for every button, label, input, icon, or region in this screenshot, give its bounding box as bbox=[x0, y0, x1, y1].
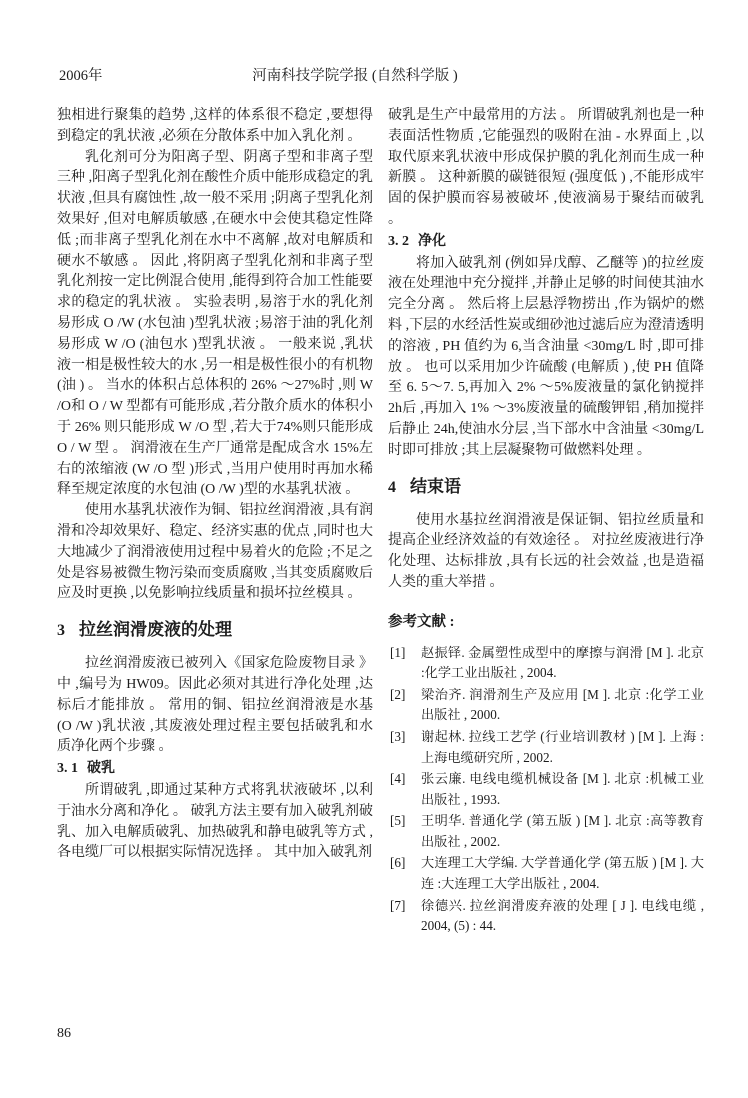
reference-text-3: 谢起林. 拉线工艺学 (行业培训教材 ) [M ]. 上海 :上海电缆研究所 , 2002. bbox=[421, 728, 704, 765]
reference-number-7: [7] bbox=[390, 897, 406, 913]
reference-number-5: [5] bbox=[390, 813, 406, 829]
reference-item-2 bbox=[388, 685, 704, 726]
paragraph-section3-intro: 拉丝润滑废液已被列入《国家危险废物目录 》中 ,编号为 HW09。因此必须对其进行净化处理 ,达标后才能排放 。 常用的铜、铝拉丝润滑液是水基 (O /W )乳状液 ,其废液处理过程主要包括破乳和水质净化两个步骤 。 bbox=[57, 656, 373, 755]
reference-number-2: [2] bbox=[390, 686, 406, 702]
paragraph-water-based-emulsion: 使用水基乳状液作为铜、铝拉丝润滑液 ,具有润滑和冷却效果好、稳定、经济实惠的优点 ,同时也大大地减少了润滑液使用过程中易着火的危险 ;不足之处是容易被微生物污染而变质腐败 ,当其变质腐败后应及时更换 ,以免影响拉线质量和损坏拉丝模具 。 bbox=[57, 503, 373, 602]
reference-text-4: 张云廉. 电线电缆机械设备 [M ]. 北京 :机械工业出版社 , 1993. bbox=[421, 771, 704, 807]
paragraph-purification: 将加入破乳剂 (例如异戊醇、乙醚等 )的拉丝废液在处理池中充分搅拌 ,并静止足够的时间使其油水完全分离 。 然后将上层悬浮物捞出 ,作为锅炉的燃料 ,下层的水经活性炭或细砂池过滤后应为澄清透明的溶液 , PH 值约为 6,当含油量 <30mg/L 时 ,即可排放 。 也可以采用加少许硫酸 (电解质 ) ,使 PH 值降至 6. 5～7. 5,再加入 2% ～5%废液量的氯化钠搅拌 2h后 ,再加入 1% ～3%废液量的硫酸钾铝 ,稍加搅拌后静止 24h,使油水分层 ,当下部水中含油量 <30mg/L时即可排放 ;其上层凝聚物可做燃料处理 。 bbox=[388, 255, 704, 458]
paragraph-demulsifier-continuation: 破乳是生产中最常用的方法 。 所谓破乳剂也是一种表面活性物质 ,它能强烈的吸附在油 - 水界面上 ,以取代原来乳状液中形成保护膜的乳化剂而生成一种新膜 。 这种新膜的碳链很短 (强度低 ) ,不能形成牢固的保护膜而容易被破坏 ,使液滴易于聚结而破乳 。 bbox=[388, 108, 704, 227]
left-column bbox=[57, 106, 373, 938]
reference-text-5: 王明华. 普通化学 (第五版 ) [M ]. 北京 :高等教育出版社 , 2002. bbox=[421, 813, 704, 849]
reference-text-1: 赵振铎. 金属塑性成型中的摩擦与润滑 [M ]. 北京 :化学工业出版社 , 2004. bbox=[421, 644, 704, 681]
section-3-1-number: 3. 1 bbox=[57, 761, 78, 777]
section-3-2-number: 3. 2 bbox=[388, 233, 409, 249]
header-year: 2006年 bbox=[59, 68, 103, 84]
references-heading: 参考文献 : bbox=[388, 613, 455, 630]
page-header bbox=[57, 64, 703, 86]
section-4-heading bbox=[388, 476, 704, 499]
reference-text-6: 大连理工大学编. 大学普通化学 (第五版 ) [M ]. 大连 :大连理工大学出版社 , 2004. bbox=[421, 855, 704, 892]
two-column-layout bbox=[57, 106, 703, 938]
section-3-number: 3 bbox=[57, 622, 65, 640]
section-4-title: 结束语 bbox=[410, 476, 461, 496]
reference-number-3: [3] bbox=[390, 728, 406, 744]
section-3-2-title: 净化 bbox=[418, 233, 446, 249]
paragraph-demulsification: 所谓破乳 ,即通过某种方式将乳状液破坏 ,以利于油水分离和净化 。 破乳方法主要有加入破乳剂破乳、加入电解质破乳、加热破乳和静电破乳等方式 ,各电缆厂可以根据实际情况选择 。 其中加入破乳剂 bbox=[57, 782, 373, 861]
paragraph-conclusion: 使用水基拉丝润滑液是保证铜、铝拉丝质量和提高企业经济效益的有效途径 。 对拉丝废液进行净化处理、达标排放 ,具有长远的社会效益 ,也是造福人类的重大举措 。 bbox=[388, 512, 704, 590]
section-3-title: 拉丝润滑废液的处理 bbox=[79, 620, 232, 640]
section-3-heading bbox=[57, 619, 373, 642]
right-column bbox=[388, 106, 704, 938]
reference-number-6: [6] bbox=[390, 855, 406, 871]
reference-item-5 bbox=[388, 811, 704, 852]
reference-text-2: 梁治齐. 润滑剂生产及应用 [M ]. 北京 :化学工业出版社 , 2000. bbox=[421, 686, 704, 723]
section-4-number: 4 bbox=[388, 478, 396, 496]
reference-number-4: [4] bbox=[390, 771, 406, 787]
reference-number-1: [1] bbox=[390, 644, 406, 660]
reference-item-6 bbox=[388, 853, 704, 894]
reference-text-7: 徐德兴. 拉丝润滑废弃液的处理 [ J ]. 电线电缆 , 2004, (5) : 44. bbox=[421, 897, 704, 934]
reference-item-3 bbox=[388, 727, 704, 768]
reference-item-1 bbox=[388, 643, 704, 684]
reference-item-7 bbox=[388, 896, 704, 937]
references-list bbox=[388, 643, 704, 937]
page-number: 86 bbox=[57, 1026, 71, 1041]
header-journal-title: 河南科技学院学报 (自然科学版 ) bbox=[252, 68, 458, 84]
paragraph-continuation: 独相进行聚集的趋势 ,这样的体系很不稳定 ,要想得到稳定的乳状液 ,必须在分散体系中加入乳化剂 。 bbox=[57, 108, 373, 144]
paragraph-emulsifier-types: 乳化剂可分为阳离子型、阴离子型和非离子型三种 ,阳离子型乳化剂在酸性介质中能形成稳定的乳状液 ,但具有腐蚀性 ,故一般不采用 ;阴离子型乳化剂效果好 ,但对电解质敏感 ,在硬水中会使其稳定性降低 ;而非离子型乳化剂在水中不离解 ,故对电解质和硬水不敏感 。 因此 ,将阴离子型乳化剂和非离子型乳化剂按一定比例混合使用 ,能得到符合加工性能要求的稳定的乳状液 。 实验表明 ,易溶于水的乳化剂易形成 O /W (水包油 )型乳状液 ;易溶于油的乳化剂易形成 W /O (油包水 )型乳状液 。 一般来说 ,乳状液一相是极性较大的水 ,另一相是极性很小的有机物 (油 ) 。 当水的体积占总体积的 26% ～27%时 ,则 W /O和 O / W 型都有可能形成 ,若分散介质水的体积小于 26% 则只能形成 W /O 型 ,若大于74%则只能形成 O / W 型 。 润滑液在生产厂通常是配成含水 15%左右的浓缩液 (W /O 型 )形式 ,当用户使用时再加水稀释至规定浓度的水包油 (O /W )型的水基乳状液 。 bbox=[57, 149, 373, 498]
section-3-1-title: 破乳 bbox=[87, 761, 115, 777]
reference-item-4 bbox=[388, 769, 704, 810]
section-3-1-heading bbox=[57, 759, 373, 780]
section-3-2-heading bbox=[388, 232, 704, 253]
